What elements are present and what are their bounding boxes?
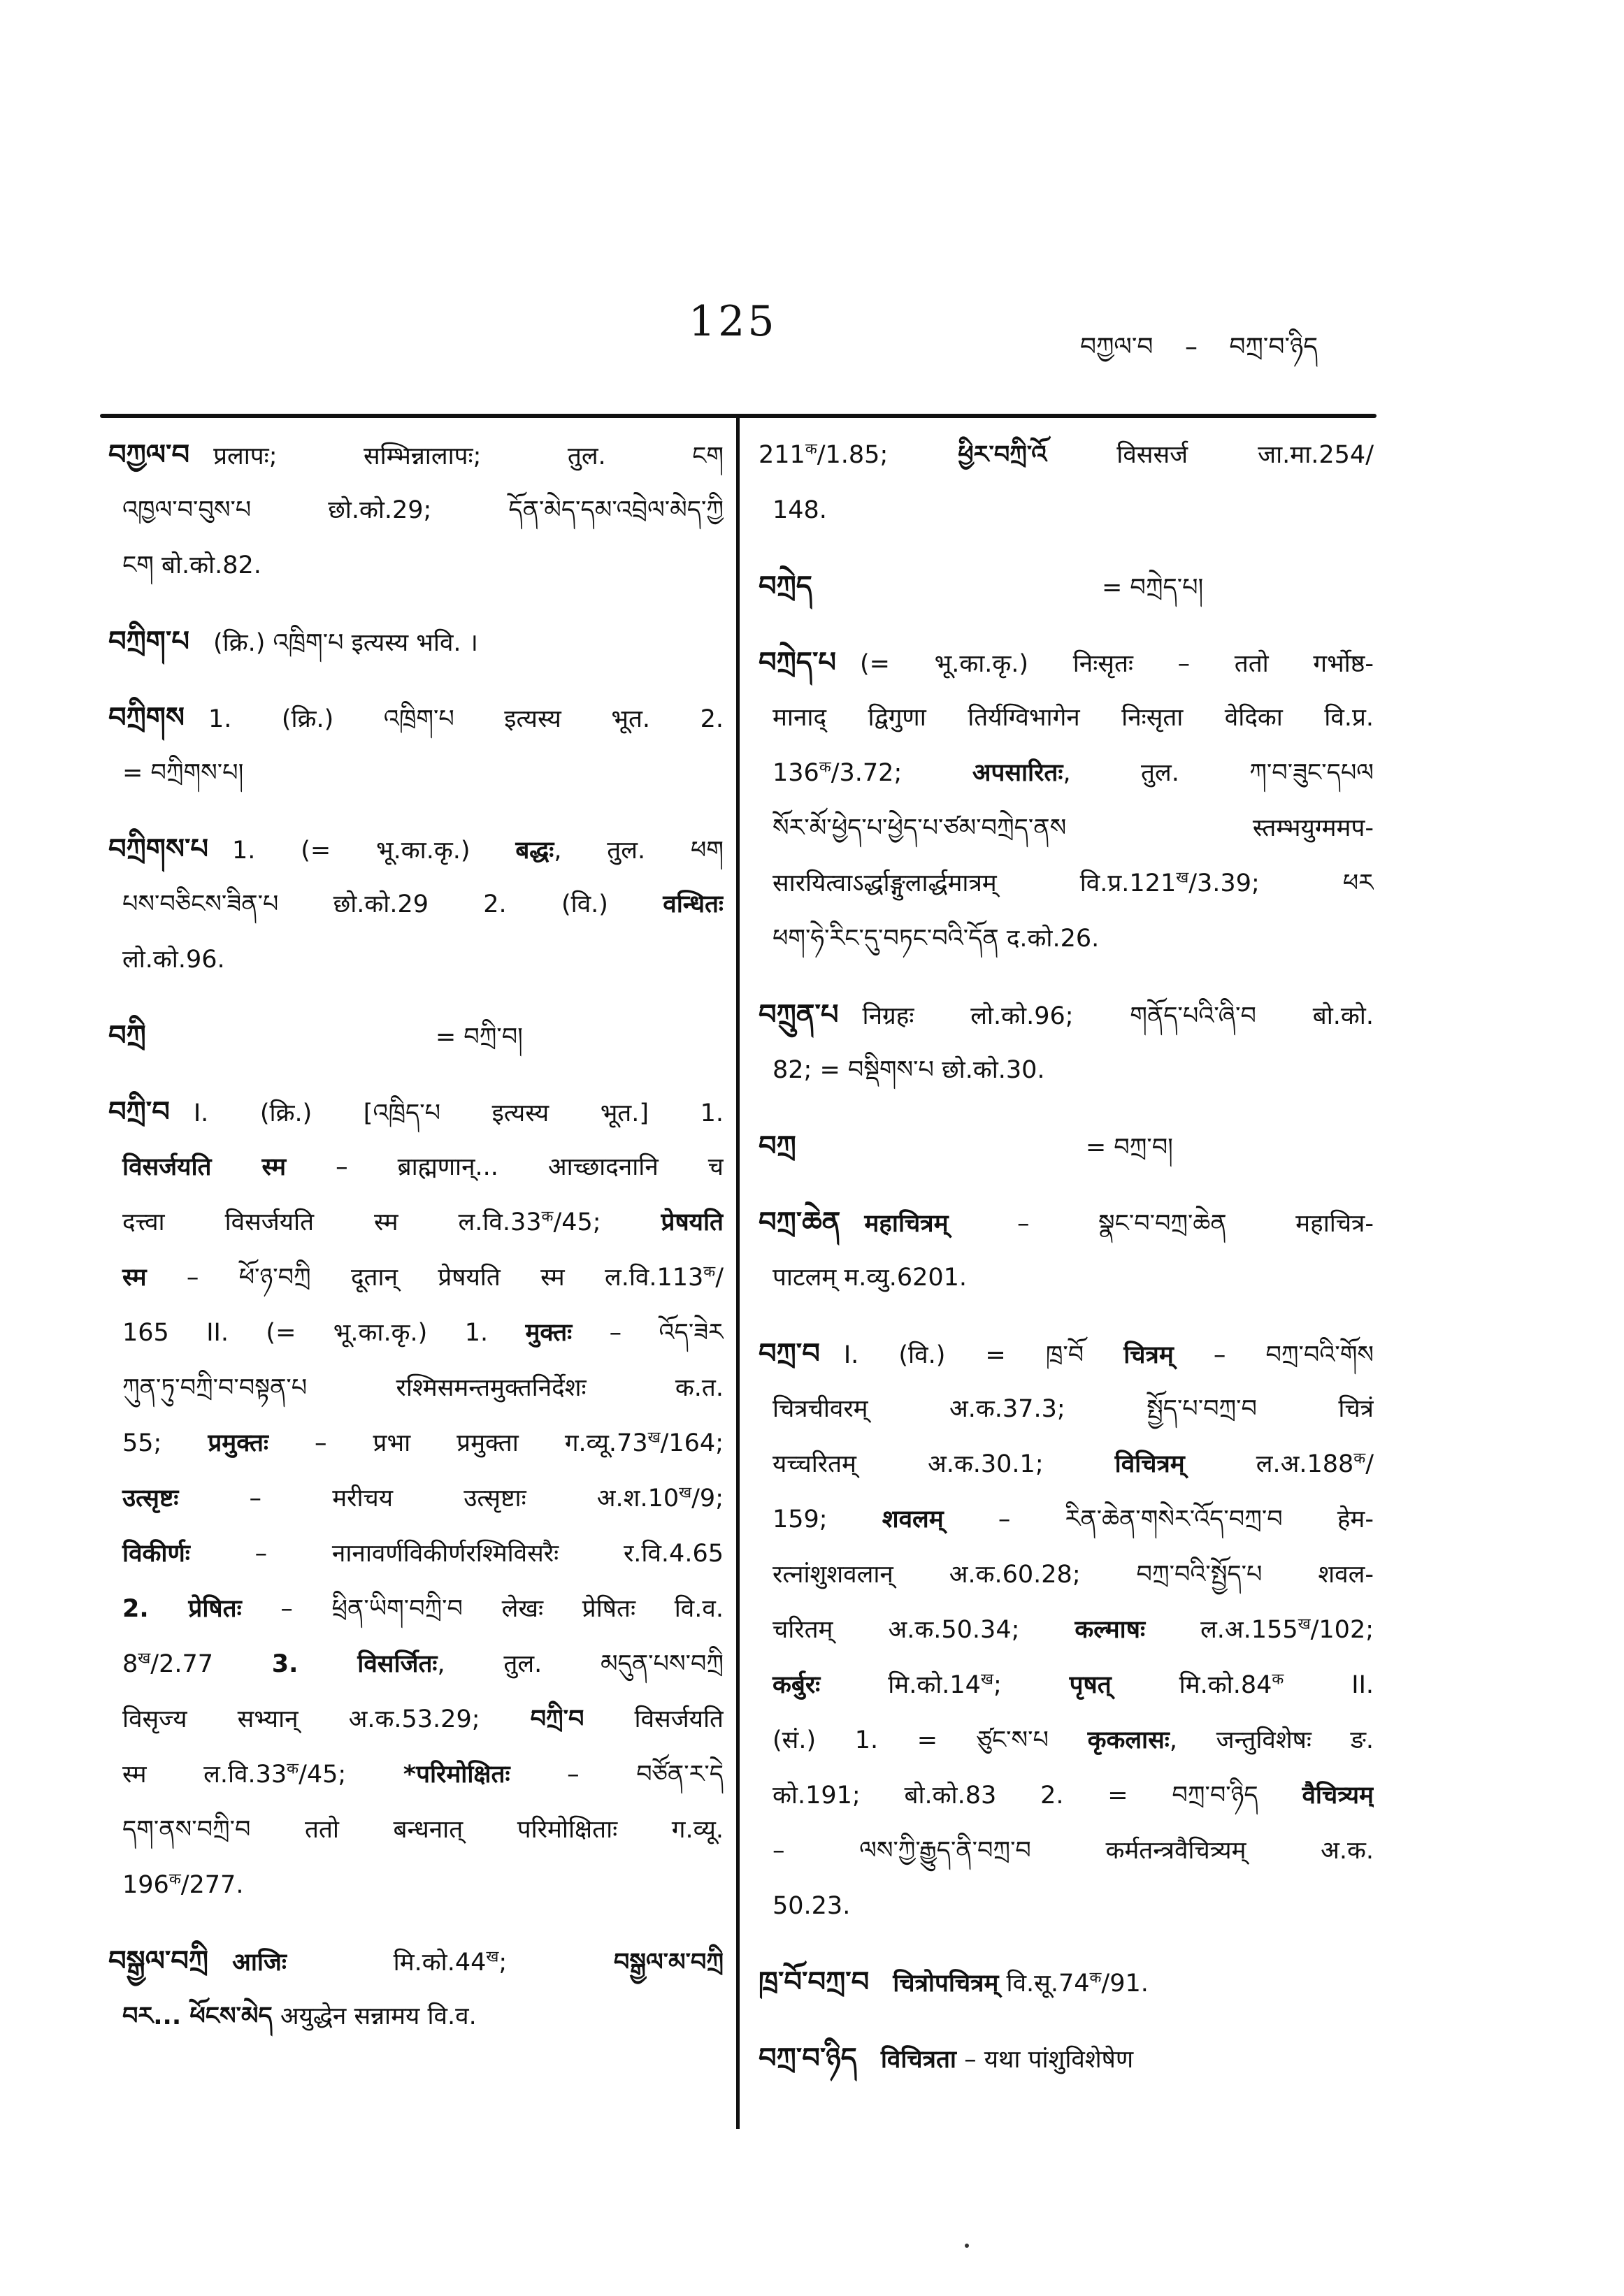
entry-line: [108, 746, 724, 801]
entry-line: [108, 1747, 724, 1803]
entry-line: [759, 1879, 1374, 1934]
dictionary-entry: [759, 1119, 1374, 1174]
entry-line: [759, 559, 1374, 614]
entry-text: 211: [759, 441, 805, 469]
headword: བཀྲ: [759, 1130, 796, 1162]
entry-text: 159;: [773, 1506, 882, 1533]
running-head-first: བཀྱལ་བ: [1080, 333, 1154, 361]
entry-text: 165 II. (= भू.का.कृ.) 1.: [122, 1319, 526, 1347]
column-divider: [736, 417, 740, 2129]
headword: བཀྲ་བ: [759, 1338, 820, 1370]
dictionary-entry: [759, 635, 1374, 967]
entry-line: [108, 1195, 724, 1250]
entry-text: – རིན་ཆེན་གསེར་འོད་བཀྲ་བ हेम-: [943, 1506, 1374, 1533]
bold-term: कल्माषः: [1075, 1616, 1146, 1644]
entry-text: , तुल. ཕག: [554, 837, 724, 865]
entry-line: [108, 932, 724, 988]
folio-side-mark: क: [287, 1760, 299, 1778]
folio-side-mark: ख: [1298, 1615, 1311, 1633]
entry-text: /3.72;: [831, 759, 972, 787]
entry-text: I. (क्रि.) [འཁྲིད་པ इत्यस्य भूत.] 1.: [193, 1099, 724, 1127]
bold-term: ཕྱིར་བཀྲི་འོ: [958, 441, 1047, 469]
left-column: [108, 428, 724, 2044]
headword: བཀྲིགས: [108, 702, 185, 734]
bold-term: उत्सृष्टः: [122, 1485, 179, 1512]
entry-text: – ཕོ་ཉ་བཀྲི दूतान् प्रेषयति स्म ल.वि.113: [146, 1264, 704, 1292]
entry-text: , तुल. ཀ་བ་ཟུང་དཔལ: [1063, 759, 1374, 787]
running-head: [1080, 318, 1318, 389]
entry-text: སོར་མོ་ཕྱེད་པ་ཕྱེད་པ་ཙམ་བཀྲེད་ནས स्तम्भयुग्ममप-: [773, 814, 1374, 842]
entry-text: 1. (क्रि.) འཁྲིག་པ इत्यस्य भूत. 2.: [208, 705, 724, 733]
entry-text: 82; = བསྡིགས་པ छो.को.30.: [773, 1056, 1045, 1084]
entry-text: /3.39; ཕར: [1188, 869, 1374, 897]
folio-side-mark: ख: [138, 1649, 151, 1668]
headword: བཀྲི་བ: [108, 1096, 170, 1128]
entry-text: – ब्राह्मणान्... आच्छादनानि च: [286, 1153, 724, 1181]
entry-line: [759, 1713, 1374, 1768]
entry-text: 55;: [122, 1429, 208, 1457]
dictionary-entry: [759, 2031, 1374, 2086]
entry-text: मि.को.14: [820, 1671, 981, 1699]
headword: བཀྲ་བ་ཉིད: [759, 2042, 857, 2074]
entry-line: [108, 1803, 724, 1858]
entry-text: पाटलम् म.व्यु.6201.: [773, 1264, 968, 1292]
headword: བཀྲི: [108, 1020, 146, 1052]
entry-text: – नानावर्णविकीर्णरश्मिविसरैः र.वि.4.65: [189, 1540, 724, 1568]
entry-line: [759, 1658, 1374, 1713]
folio-side-mark: क: [541, 1208, 554, 1226]
entry-text: = བཀྲ་བ།: [1085, 1134, 1173, 1162]
entry-line: [759, 1824, 1374, 1879]
dictionary-entry: [759, 428, 1374, 538]
entry-text: – བཀྲ་བའི་གོས: [1173, 1341, 1374, 1369]
folio-side-mark: क: [805, 440, 817, 459]
folio-side-mark: ख: [486, 1948, 499, 1966]
entry-text: ल.अ.155: [1145, 1616, 1298, 1644]
entry-line: [759, 691, 1374, 746]
headword: ཁྲ་བོ་བཀྲ་བ: [759, 1966, 870, 1998]
entry-text: विसर्जयति: [584, 1705, 724, 1733]
entry-line: [759, 911, 1374, 967]
right-column: [759, 428, 1374, 2086]
folio-side-mark: क: [703, 1263, 716, 1281]
entry-text: – ལས་ཀྱི་རྒྱུད་ནི་བཀྲ་བ कर्मतन्त्रवैचित्र्यम् अ.क.: [773, 1837, 1374, 1865]
folio-side-mark: ख: [1176, 869, 1189, 887]
bold-term: 2. प्रेषितः: [122, 1595, 242, 1623]
entry-text: को.191; बो.को.83 2. = བཀྲ་བ་ཉིད: [773, 1782, 1302, 1810]
entry-text: /102;: [1310, 1616, 1374, 1644]
entry-text: – प्रभा प्रमुक्ता ग.व्यू.73: [268, 1429, 648, 1457]
bold-term: कृकलासः: [1087, 1726, 1170, 1754]
entry-line: [108, 1526, 724, 1582]
bold-term: कर्बुरः: [773, 1671, 821, 1699]
bold-term: བཀྲི་བ: [530, 1705, 584, 1733]
entry-line: [108, 691, 724, 746]
entry-text: – यथा पांशुविशेषेण: [956, 2046, 1134, 2074]
entry-text: 1. (= भू.का.कृ.): [232, 837, 516, 865]
dictionary-entry: [108, 1085, 724, 1913]
entry-line: [759, 1437, 1374, 1492]
entry-line: [759, 635, 1374, 691]
entry-text: रत्नांशुशवलान् अ.क.60.28; བཀྲ་བའི་སྤྱོད་པ शवल-: [773, 1561, 1374, 1589]
entry-line: [108, 483, 724, 538]
entry-text: स्म ल.वि.33: [122, 1761, 287, 1789]
entry-line: [108, 1361, 724, 1416]
entry-text: (सं.) 1. = ཙུང་ས་པ: [773, 1726, 1088, 1754]
entry-text: 196: [122, 1871, 169, 1899]
dictionary-entry: [108, 1009, 724, 1064]
headword: བཀྲུན་པ: [759, 999, 839, 1031]
entry-line: [759, 988, 1374, 1043]
entry-text: – བཙོན་ར་དེ: [510, 1761, 724, 1789]
entry-text: ངག बो.को.82.: [122, 551, 261, 579]
entry-line: [108, 1085, 724, 1140]
entry-text: /164;: [660, 1429, 724, 1457]
entry-text: यच्चरितम् अ.क.30.1;: [773, 1450, 1115, 1478]
entry-text: विससर्ज जा.मा.254/: [1047, 441, 1374, 469]
entry-text: 8: [122, 1650, 138, 1678]
bold-term: चित्रोपचित्रम्: [893, 1970, 999, 1998]
headword: བསྒྱལ་བཀྲི: [108, 1945, 209, 1977]
entry-line: [759, 1768, 1374, 1824]
bold-term: आजिः: [232, 1949, 287, 1977]
entry-text: सारयित्वाऽर्द्धाङ्गुलार्द्धमात्रम् वि.प्र.121: [773, 869, 1177, 897]
entry-text: (क्रि.) འཁྲིག་པ इत्यस्य भवि. ।: [213, 629, 478, 657]
entry-text: འཁྱལ་བ་བུས་པ छो.को.29; དོན་མེད་དམ་འབྲེལ་མེད་ཀྱི: [122, 496, 724, 524]
entry-line: [108, 1140, 724, 1195]
dictionary-entry: [108, 822, 724, 988]
dictionary-entry: [759, 1195, 1374, 1306]
entry-line: [108, 1637, 724, 1692]
bold-term: पृषत्: [1069, 1671, 1112, 1699]
folio-side-mark: क: [1353, 1450, 1366, 1468]
entry-text: = བཀྲིགས་པ།: [122, 759, 244, 787]
bold-term: अपसारितः: [972, 759, 1063, 787]
bold-term: वैचित्र्यम्: [1302, 1782, 1374, 1810]
entry-text: ;: [993, 1671, 1070, 1699]
bold-term: शवलम्: [882, 1506, 944, 1533]
entry-line: [108, 1009, 724, 1064]
dictionary-entry: [108, 614, 724, 670]
bold-term: 3. विसर्जितः: [271, 1650, 438, 1678]
entry-line: [108, 614, 724, 670]
entry-text: /: [715, 1264, 724, 1292]
dictionary-entry: [759, 559, 1374, 614]
entry-line: [759, 856, 1374, 911]
bold-term: स्म: [122, 1264, 147, 1292]
folio-side-mark: क: [1089, 1969, 1102, 1987]
entry-text: ल.अ.188: [1184, 1450, 1354, 1478]
entry-line: [759, 1382, 1374, 1437]
entry-text: – སྣང་བ་བཀྲ་ཆེན महाचित्र-: [948, 1210, 1374, 1238]
entry-text: /2.77: [150, 1650, 272, 1678]
bold-term: चित्रम्: [1123, 1341, 1174, 1369]
bold-term: बद्धः: [515, 837, 554, 865]
entry-text: निग्रहः लो.को.96; གནོད་པའི་ཞི་བ बो.को.: [862, 1002, 1374, 1030]
entry-text: अयुद्धेन सन्नामय वि.व.: [272, 2002, 477, 2030]
entry-text: /91.: [1101, 1970, 1149, 1998]
entry-text: /9;: [691, 1485, 724, 1512]
entry-text: I. (वि.) = ཁྲ་བོ: [843, 1341, 1124, 1369]
entry-text: वि.सू.74: [998, 1970, 1090, 1998]
entry-line: [759, 1119, 1374, 1174]
entry-text: = བཀྲི་བ།: [435, 1023, 523, 1051]
entry-line: [759, 1603, 1374, 1658]
entry-line: [108, 1582, 724, 1637]
dictionary-entry: [108, 1934, 724, 2044]
headword: བཀྱལ་བ: [108, 439, 190, 471]
entry-text: मि.को.44: [286, 1949, 487, 1977]
entry-text: (= भू.का.कृ.) निःसृतः – ततो गर्भोष्ठ-: [860, 650, 1374, 678]
running-head-separator: –: [1184, 333, 1198, 361]
entry-line: [759, 1327, 1374, 1382]
bold-term: བར... ཕོངས་མེད: [122, 2002, 273, 2030]
entry-text: चरितम् अ.क.50.34;: [773, 1616, 1075, 1644]
entry-line: [108, 1934, 724, 1989]
bold-term: विचित्रता: [880, 2046, 956, 2074]
entry-line: [759, 1195, 1374, 1250]
headword: བཀྲེད: [759, 570, 812, 602]
dictionary-entry: [759, 988, 1374, 1098]
entry-text: 148.: [773, 496, 827, 524]
bold-term: བསྒྱལ་མ་བཀྲི: [613, 1949, 724, 1977]
folio-side-mark: ख: [679, 1484, 692, 1502]
entry-text: 136: [773, 759, 819, 787]
entry-text: , जन्तुविशेषः ङ.: [1169, 1726, 1374, 1754]
entry-line: [108, 1416, 724, 1471]
entry-line: [759, 746, 1374, 801]
entry-text: मि.को.84: [1111, 1671, 1272, 1699]
entry-text: II.: [1284, 1671, 1374, 1699]
bold-term: वन्धितः: [663, 890, 724, 918]
entry-line: [108, 1692, 724, 1747]
bold-term: मुक्तः: [525, 1319, 573, 1347]
entry-text: लो.को.96.: [122, 946, 225, 974]
headword: བཀྲིགས་པ: [108, 833, 208, 865]
entry-text: – ཕྲིན་ཡིག་བཀྲི་བ लेखः प्रेषितः वि.व.: [241, 1595, 724, 1623]
entry-text: /45;: [553, 1208, 661, 1236]
bold-term: विचित्रम्: [1114, 1450, 1185, 1478]
entry-line: [108, 538, 724, 593]
entry-text: , तुल. མདུན་པས་བཀྲི: [437, 1650, 724, 1678]
entry-line: [108, 822, 724, 877]
entry-text: मानाद् द्विगुणा तिर्यग्विभागेन निःसृता वेदिका वि.प्र.: [773, 704, 1374, 732]
entry-line: [759, 1547, 1374, 1603]
entry-line: [108, 877, 724, 932]
entry-text: विसृज्य सभ्यान् अ.क.53.29;: [122, 1705, 531, 1733]
entry-line: [759, 801, 1374, 856]
bold-term: प्रेषयति: [661, 1208, 724, 1236]
speck-mark: [965, 2244, 969, 2248]
bold-term: प्रमुक्तः: [208, 1429, 268, 1457]
entry-line: [759, 483, 1374, 538]
entry-text: – मरीचय उत्सृष्टाः अ.श.10: [178, 1485, 680, 1512]
entry-line: [759, 1250, 1374, 1306]
headword: བཀྲིག་པ: [108, 626, 189, 658]
page-number: 125: [689, 297, 777, 346]
entry-text: དག་ནས་བཀྲི་བ ततो बन्धनात् परिमोक्षिताः ग.व्यू.: [122, 1816, 724, 1844]
bold-term: विसर्जयति स्म: [122, 1153, 287, 1181]
entry-line: [108, 1250, 724, 1306]
bold-term: महाचित्रम्: [864, 1210, 949, 1238]
entry-text: चित्रचीवरम् अ.क.37.3; སྤྱོད་པ་བཀྲ་བ चित्रं: [773, 1395, 1374, 1423]
entry-line: [108, 428, 724, 483]
entry-text: པས་བཅིངས་ཟིན་པ छो.को.29 2. (वि.): [122, 890, 663, 918]
entry-text: /1.85;: [817, 441, 958, 469]
entry-text: /45;: [299, 1761, 403, 1789]
entry-text: /: [1365, 1450, 1374, 1478]
folio-side-mark: ख: [980, 1670, 993, 1689]
entry-text: ཕག་ཧེ་རིང་དུ་བཏང་བའི་དོན द.को.26.: [773, 925, 1100, 953]
headword: བཀྲ་ཆེན: [759, 1206, 841, 1239]
entry-text: /277.: [180, 1871, 244, 1899]
entry-line: [759, 1955, 1374, 2010]
dictionary-entry: [759, 1327, 1374, 1934]
entry-line: [759, 428, 1374, 483]
entry-line: [759, 1043, 1374, 1098]
entry-text: 50.23.: [773, 1892, 851, 1920]
entry-text: = བཀྲེད་པ།: [1101, 574, 1204, 602]
bold-term: *परिमोक्षितः: [403, 1761, 510, 1789]
entry-line: [759, 2031, 1374, 2086]
dictionary-entry: [759, 1955, 1374, 2010]
entry-text: दत्त्वा विसर्जयति स्म ल.वि.33: [122, 1208, 542, 1236]
entry-line: [108, 1858, 724, 1913]
entry-line: [108, 1471, 724, 1526]
entry-text: ;: [498, 1949, 614, 1977]
entry-text: – འོད་ཟེར: [572, 1319, 724, 1347]
headword: བཀྲེད་པ: [759, 647, 836, 679]
entry-line: [108, 1989, 724, 2044]
entry-line: [759, 1492, 1374, 1547]
dictionary-entry: [108, 691, 724, 801]
running-head-last: བཀྲ་བ་ཉིད: [1229, 333, 1318, 361]
dictionary-entry: [108, 428, 724, 593]
folio-side-mark: क: [1272, 1670, 1284, 1689]
entry-line: [108, 1306, 724, 1361]
bold-term: विकीर्णः: [122, 1540, 190, 1568]
folio-side-mark: क: [819, 758, 831, 777]
folio-side-mark: क: [168, 1870, 181, 1889]
entry-text: ཀུན་ཏུ་བཀྲི་བ་བསྟན་པ रश्मिसमन्तमुक्तनिर्देशः क.त.: [122, 1374, 724, 1402]
entry-text: प्रलापः; सम्भिन्नालापः; तुल. ངག: [213, 442, 724, 470]
folio-side-mark: ख: [647, 1429, 661, 1447]
